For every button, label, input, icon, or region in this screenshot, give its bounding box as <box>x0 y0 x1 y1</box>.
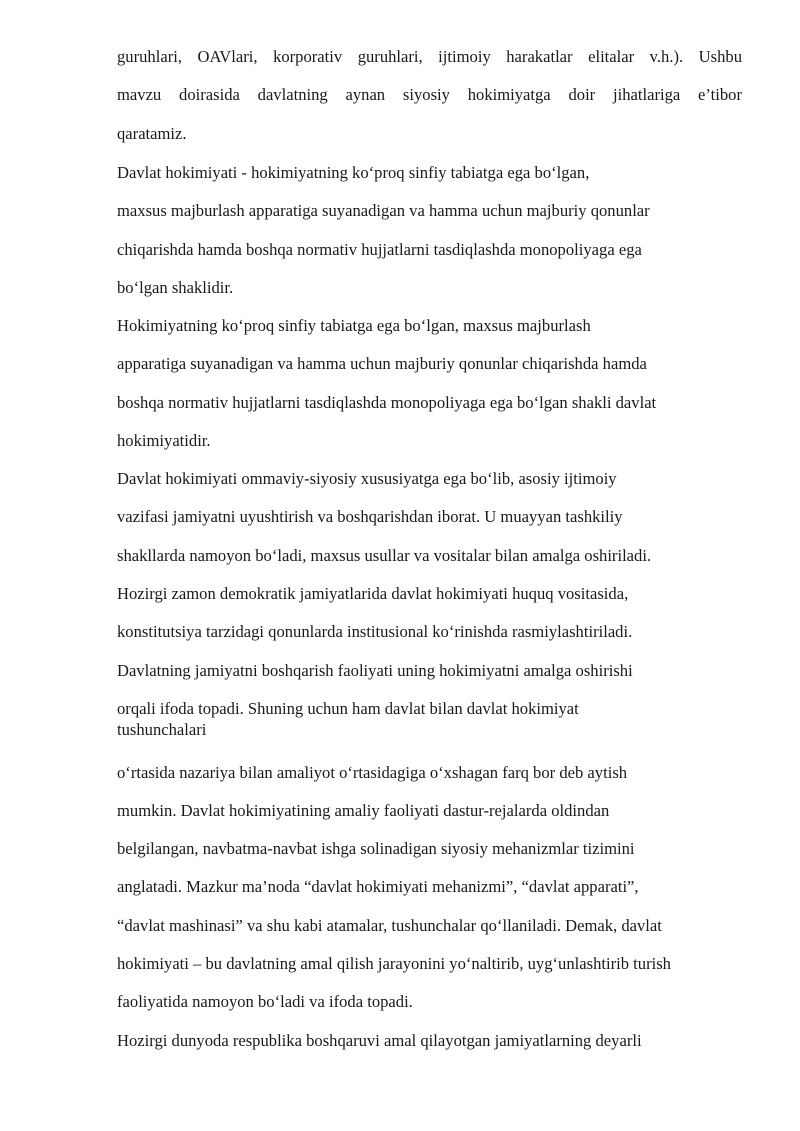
text-line: tushunchalari <box>117 720 207 739</box>
text-line: faoliyatida namoyon bo‘ladi va ifoda topadi. <box>117 992 413 1011</box>
text-line: hokimiyati – bu davlatning amal qilish jarayonini yo‘naltirib, uyg‘unlashtirib turish <box>117 954 671 973</box>
text-line: mavzu doirasida davlatning aynan siyosiy hokimiyatga doir jihatlariga e’tibor <box>117 85 742 104</box>
text-line: vazifasi jamiyatni uyushtirish va boshqarishdan iborat. U muayyan tashkiliy <box>117 507 623 526</box>
text-line: apparatiga suyanadigan va hamma uchun majburiy qonunlar chiqarishda hamda <box>117 354 647 373</box>
text-line: o‘rtasida nazariya bilan amaliyot o‘rtasidagiga o‘xshagan farq bor deb aytish <box>117 763 628 782</box>
text-line: anglatadi. Mazkur ma’noda “davlat hokimiyati mehanizmi”, “davlat apparati”, <box>117 877 639 896</box>
text-line: orqali ifoda topadi. Shuning uchun ham davlat bilan davlat hokimiyat <box>117 699 579 718</box>
text-line: guruhlari, OAVlari, korporativ guruhlari, ijtimoiy harakatlar elitalar v.h.). Ushbu <box>117 47 742 66</box>
text-line: Hozirgi zamon demokratik jamiyatlarida davlat hokimiyati huquq vositasida, <box>117 584 629 603</box>
text-line: shakllarda namoyon bo‘ladi, maxsus usullar va vositalar bilan amalga oshiriladi. <box>117 546 652 565</box>
text-line: Davlat hokimiyati ommaviy-siyosiy xususiyatga ega bo‘lib, asosiy ijtimoiy <box>117 469 617 488</box>
text-line: Davlat hokimiyati - hokimiyatning ko‘proq sinfiy tabiatga ega bo‘lgan, <box>117 163 590 182</box>
text-line: qaratamiz. <box>117 124 187 143</box>
text-line: Hozirgi dunyoda respublika boshqaruvi amal qilayotgan jamiyatlarning deyarli <box>117 1031 642 1050</box>
text-line: belgilangan, navbatma-navbat ishga solinadigan siyosiy mehanizmlar tizimini <box>117 839 635 858</box>
text-line: bo‘lgan shaklidir. <box>117 278 234 297</box>
text-line: mumkin. Davlat hokimiyatining amaliy faoliyati dastur-rejalarda oldindan <box>117 801 610 820</box>
text-line: Davlatning jamiyatni boshqarish faoliyati uning hokimiyatni amalga oshirishi <box>117 661 633 680</box>
text-line: Hokimiyatning ko‘proq sinfiy tabiatga ega bo‘lgan, maxsus majburlash <box>117 316 591 335</box>
text-line: “davlat mashinasi” va shu kabi atamalar, tushunchalar qo‘llaniladi. Demak, davlat <box>117 916 662 935</box>
text-line: maxsus majburlash apparatiga suyanadigan va hamma uchun majburiy qonunlar <box>117 201 650 220</box>
text-line: konstitutsiya tarzidagi qonunlarda institusional ko‘rinishda rasmiylashtiriladi. <box>117 622 633 641</box>
text-line: chiqarishda hamda boshqa normativ hujjatlarni tasdiqlashda monopoliyaga ega <box>117 240 642 259</box>
text-line: boshqa normativ hujjatlarni tasdiqlashda monopoliyaga ega bo‘lgan shakli davlat <box>117 393 657 412</box>
text-line: hokimiyatidir. <box>117 431 211 450</box>
